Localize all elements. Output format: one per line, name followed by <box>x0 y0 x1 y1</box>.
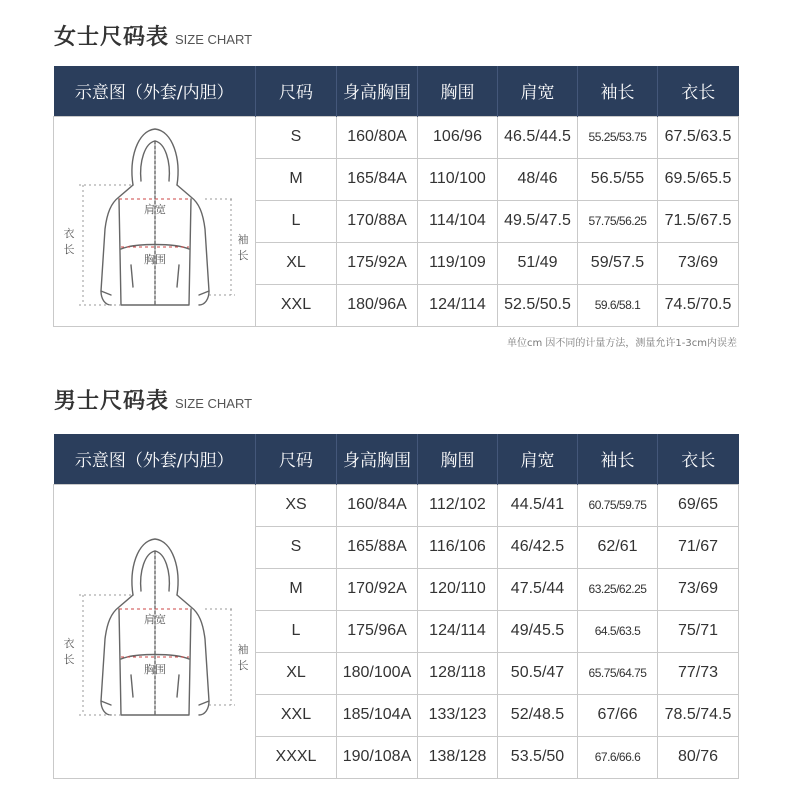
header-length: 衣长 <box>658 66 739 116</box>
cell-sleeve: 65.75/64.75 <box>578 652 658 694</box>
women-title: 女士尺码表 <box>54 25 170 50</box>
cell-sleeve: 57.75/56.25 <box>578 200 658 242</box>
cell-height-chest: 175/92A <box>337 242 418 284</box>
cell-sleeve: 67/66 <box>578 694 658 736</box>
diagram-cell <box>54 116 256 326</box>
cell-chest: 106/96 <box>418 116 498 158</box>
cell-size: M <box>256 568 337 610</box>
cell-length: 75/71 <box>658 610 739 652</box>
cell-height-chest: 190/108A <box>337 736 418 778</box>
measurement-note: 单位cm 因不同的计量方法，测量允许1-3cm内误差 <box>507 338 737 349</box>
women-size-table <box>53 66 739 327</box>
cell-shoulder: 48/46 <box>498 158 578 200</box>
men-title-en: SIZE CHART <box>175 396 253 411</box>
cell-chest: 112/102 <box>418 484 498 526</box>
cell-chest: 133/123 <box>418 694 498 736</box>
cell-shoulder: 52.5/50.5 <box>498 284 578 326</box>
length-label: 衣长 <box>63 226 74 256</box>
cell-length: 73/69 <box>658 568 739 610</box>
table-row <box>54 484 739 526</box>
men-size-table <box>53 434 739 779</box>
chest-label: 胸围 <box>143 662 166 676</box>
cell-size: XXXL <box>256 736 337 778</box>
header-height-chest: 身高胸围 <box>337 434 418 484</box>
shoulder-label: 肩宽 <box>143 612 166 626</box>
cell-chest: 128/118 <box>418 652 498 694</box>
cell-height-chest: 160/80A <box>337 116 418 158</box>
cell-size: L <box>256 610 337 652</box>
cell-length: 78.5/74.5 <box>658 694 739 736</box>
cell-height-chest: 160/84A <box>337 484 418 526</box>
cell-size: S <box>256 116 337 158</box>
cell-shoulder: 51/49 <box>498 242 578 284</box>
cell-length: 74.5/70.5 <box>658 284 739 326</box>
cell-height-chest: 185/104A <box>337 694 418 736</box>
sleeve-label: 袖长 <box>237 642 248 672</box>
cell-sleeve: 60.75/59.75 <box>578 484 658 526</box>
cell-chest: 114/104 <box>418 200 498 242</box>
cell-height-chest: 180/96A <box>337 284 418 326</box>
cell-shoulder: 46.5/44.5 <box>498 116 578 158</box>
cell-shoulder: 44.5/41 <box>498 484 578 526</box>
header-length: 衣长 <box>658 434 739 484</box>
header-diagram: 示意图（外套/内胆） <box>54 66 256 116</box>
men-section-title <box>54 384 252 415</box>
cell-shoulder: 49.5/47.5 <box>498 200 578 242</box>
cell-length: 71.5/67.5 <box>658 200 739 242</box>
header-sleeve: 袖长 <box>578 434 658 484</box>
men-title: 男士尺码表 <box>54 389 170 414</box>
cell-sleeve: 64.5/63.5 <box>578 610 658 652</box>
cell-shoulder: 47.5/44 <box>498 568 578 610</box>
cell-size: XL <box>256 242 337 284</box>
cell-shoulder: 49/45.5 <box>498 610 578 652</box>
table-row <box>54 116 739 158</box>
jacket-diagram <box>55 529 255 729</box>
cell-sleeve: 59/57.5 <box>578 242 658 284</box>
cell-chest: 119/109 <box>418 242 498 284</box>
cell-size: XS <box>256 484 337 526</box>
cell-size: XXL <box>256 284 337 326</box>
women-section-title <box>54 20 252 51</box>
cell-chest: 138/128 <box>418 736 498 778</box>
cell-size: L <box>256 200 337 242</box>
cell-shoulder: 53.5/50 <box>498 736 578 778</box>
cell-sleeve: 67.6/66.6 <box>578 736 658 778</box>
cell-chest: 124/114 <box>418 610 498 652</box>
cell-length: 80/76 <box>658 736 739 778</box>
diagram-cell <box>54 484 256 778</box>
cell-chest: 120/110 <box>418 568 498 610</box>
cell-sleeve: 55.25/53.75 <box>578 116 658 158</box>
cell-height-chest: 165/88A <box>337 526 418 568</box>
cell-size: S <box>256 526 337 568</box>
jacket-diagram <box>55 119 255 319</box>
cell-height-chest: 165/84A <box>337 158 418 200</box>
cell-length: 67.5/63.5 <box>658 116 739 158</box>
header-shoulder: 肩宽 <box>498 66 578 116</box>
cell-chest: 116/106 <box>418 526 498 568</box>
cell-height-chest: 180/100A <box>337 652 418 694</box>
women-title-en: SIZE CHART <box>175 32 253 47</box>
cell-sleeve: 62/61 <box>578 526 658 568</box>
header-shoulder: 肩宽 <box>498 434 578 484</box>
header-size: 尺码 <box>256 434 337 484</box>
header-diagram: 示意图（外套/内胆） <box>54 434 256 484</box>
header-height-chest: 身高胸围 <box>337 66 418 116</box>
cell-length: 77/73 <box>658 652 739 694</box>
cell-height-chest: 170/88A <box>337 200 418 242</box>
cell-shoulder: 50.5/47 <box>498 652 578 694</box>
cell-shoulder: 52/48.5 <box>498 694 578 736</box>
cell-height-chest: 170/92A <box>337 568 418 610</box>
cell-chest: 124/114 <box>418 284 498 326</box>
cell-length: 69.5/65.5 <box>658 158 739 200</box>
header-size: 尺码 <box>256 66 337 116</box>
cell-length: 71/67 <box>658 526 739 568</box>
cell-chest: 110/100 <box>418 158 498 200</box>
length-label: 衣长 <box>63 636 74 666</box>
cell-height-chest: 175/96A <box>337 610 418 652</box>
cell-size: M <box>256 158 337 200</box>
header-chest: 胸围 <box>418 66 498 116</box>
cell-shoulder: 46/42.5 <box>498 526 578 568</box>
cell-size: XL <box>256 652 337 694</box>
sleeve-label: 袖长 <box>237 232 248 262</box>
cell-sleeve: 56.5/55 <box>578 158 658 200</box>
header-sleeve: 袖长 <box>578 66 658 116</box>
cell-sleeve: 63.25/62.25 <box>578 568 658 610</box>
shoulder-label: 肩宽 <box>143 202 166 216</box>
chest-label: 胸围 <box>143 252 166 266</box>
cell-sleeve: 59.6/58.1 <box>578 284 658 326</box>
header-chest: 胸围 <box>418 434 498 484</box>
cell-size: XXL <box>256 694 337 736</box>
cell-length: 69/65 <box>658 484 739 526</box>
cell-length: 73/69 <box>658 242 739 284</box>
